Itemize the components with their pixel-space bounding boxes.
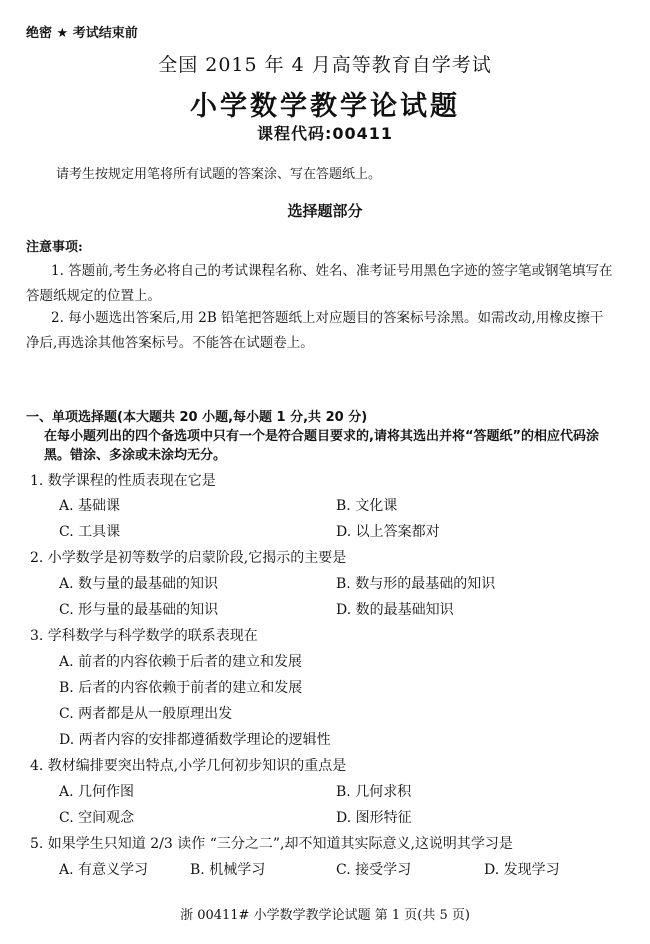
question-stem: 2. 小学数学是初等数学的启蒙阶段,它揭示的主要是 — [30, 550, 347, 566]
page-footer: 浙 00411# 小学数学教学论试题 第 1 页(共 5 页) — [180, 908, 470, 923]
section-title: 选择题部分 — [287, 202, 363, 220]
option: B. 数与形的最基础的知识 — [336, 576, 496, 592]
note-item: 2. 每小题选出答案后,用 2B 铅笔把答题纸上对应题目的答案标号涂黑。如需改动,用橡皮擦干净后,再选涂其他答案标号。不能答在试题卷上。 — [26, 310, 604, 351]
option: A. 数与量的最基础的知识 — [59, 576, 219, 592]
paper-title: 小学数学教学论试题 — [190, 91, 460, 122]
option: B. 机械学习 — [190, 862, 266, 878]
option: A. 有意义学习 — [59, 862, 149, 878]
part-description: 在每小题列出的四个备选项中只有一个是符合题目要求的,请将其选出并将“答题纸”的相应代码涂黑。错涂、多涂或未涂均无分。 — [44, 429, 600, 463]
option: D. 发现学习 — [484, 862, 560, 878]
option: C. 工具课 — [59, 524, 121, 540]
option: B. 文化课 — [336, 498, 398, 514]
question-stem: 3. 学科数学与科学数学的联系表现在 — [30, 628, 258, 644]
option: B. 后者的内容依赖于前者的建立和发展 — [59, 680, 303, 696]
confidential-mark: 绝密 ★ 考试结束前 — [26, 26, 138, 41]
question-stem: 1. 数学课程的性质表现在它是 — [30, 473, 216, 489]
question-stem: 5. 如果学生只知道 2/3 读作 “三分之二”,却不知道其实际意义,这说明其学习是 — [30, 836, 513, 852]
course-code: 课程代码:00411 — [256, 124, 394, 143]
option: A. 几何作图 — [59, 784, 135, 800]
option: B. 几何求积 — [336, 784, 412, 800]
option: C. 接受学习 — [336, 862, 412, 878]
option: C. 两者都是从一般原理出发 — [59, 706, 233, 722]
option: D. 两者内容的安排都遵循数学理论的逻辑性 — [59, 732, 331, 748]
option: C. 形与量的最基础的知识 — [59, 602, 219, 618]
answer-instruction: 请考生按规定用笔将所有试题的答案涂、写在答题纸上。 — [56, 167, 382, 182]
question-stem: 4. 教材编排要突出特点,小学几何初步知识的重点是 — [30, 758, 347, 774]
option: D. 数的最基础知识 — [336, 602, 454, 618]
option: A. 前者的内容依赖于后者的建立和发展 — [59, 654, 303, 670]
option: D. 以上答案都对 — [336, 524, 440, 540]
note-item: 1. 答题前,考生务必将自己的考试课程名称、姓名、准考证号用黑色字迹的签字笔或钢笔填写在答题纸规定的位置上。 — [26, 263, 613, 304]
option: A. 基础课 — [59, 498, 121, 514]
option: C. 空间观念 — [59, 810, 135, 826]
option: D. 图形特征 — [336, 810, 412, 826]
exam-session: 全国 2015 年 4 月高等教育自学考试 — [158, 54, 492, 76]
part-heading: 一、单项选择题(本大题共 20 小题,每小题 1 分,共 20 分) — [26, 410, 368, 425]
notes-heading: 注意事项: — [26, 240, 83, 255]
